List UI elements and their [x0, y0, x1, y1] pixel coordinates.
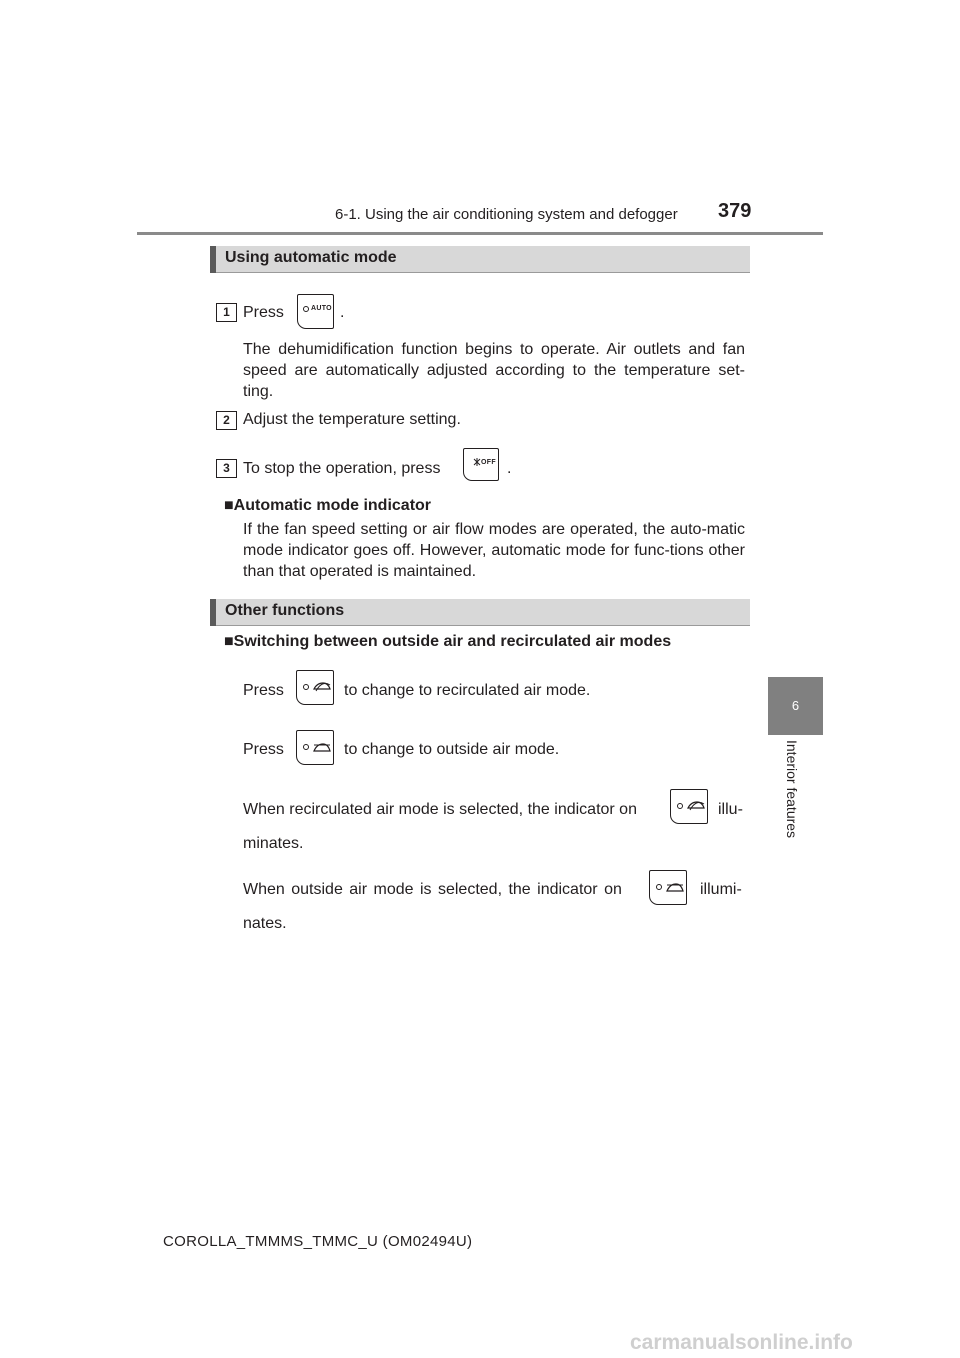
auto-button-icon — [297, 294, 334, 329]
section-title: Using automatic mode — [225, 249, 397, 266]
step-3-text: To stop the operation, press — [243, 460, 441, 477]
switching-line-4-b: illumi- — [700, 881, 742, 898]
step-number-1: 1 — [216, 303, 237, 322]
switching-line-1-a: Press — [243, 682, 284, 699]
switching-heading: ■Switching between outside air and recirculated air modes — [224, 633, 672, 650]
outside-air-button-icon — [296, 730, 334, 765]
header-rule — [137, 232, 823, 235]
step-3-end: . — [507, 460, 512, 477]
section-heading-automatic-mode — [210, 246, 750, 273]
step-1-press: Press — [243, 304, 284, 321]
watermark: carmanualsonline.info — [630, 1331, 853, 1354]
recirculated-air-indicator-icon — [670, 789, 708, 824]
step-1-description: The dehumidification function begins to operate. Air outlets and fan speed are automatically adjusted according to the temperature set-ting. — [243, 341, 745, 400]
outside-air-indicator-icon — [649, 870, 687, 905]
switching-line-4-c: nates. — [243, 915, 287, 932]
switching-line-3-a: When recirculated air mode is selected, the indicator on — [243, 801, 637, 818]
page-number: 379 — [718, 200, 752, 222]
auto-button-label: AUTO — [311, 305, 332, 312]
step-number-2: 2 — [216, 411, 237, 430]
step-1-end: . — [340, 304, 345, 321]
auto-indicator-heading: ■Automatic mode indicator — [224, 497, 432, 514]
chapter-tab[interactable]: 6 — [768, 677, 823, 735]
running-header: 6-1. Using the air conditioning system and defogger — [335, 206, 678, 223]
ac-off-button-icon — [463, 448, 499, 481]
step-2-text: Adjust the temperature setting. — [243, 411, 461, 428]
switching-line-3-b: illu- — [718, 801, 743, 818]
step-number-3: 3 — [216, 459, 237, 478]
switching-line-1-b: to change to recirculated air mode. — [344, 682, 591, 699]
section-heading-other-functions — [210, 599, 750, 626]
document-footer: COROLLA_TMMMS_TMMC_U (OM02494U) — [163, 1233, 473, 1250]
switching-line-4-a: When outside air mode is selected, the indicator on — [243, 881, 622, 898]
section-title: Other functions — [225, 602, 345, 619]
recirculated-air-button-icon — [296, 670, 334, 705]
switching-line-2-a: Press — [243, 741, 284, 758]
chapter-tab-label: Interior features — [784, 740, 800, 839]
auto-indicator-body: If the fan speed setting or air flow modes are operated, the auto-matic mode indicator goes off. However, automatic mode for func-tions other than that operated is maintained. — [243, 521, 745, 580]
switching-line-3-c: minates. — [243, 835, 304, 852]
switching-line-2-b: to change to outside air mode. — [344, 741, 560, 758]
off-button-label: OFF — [481, 459, 496, 466]
